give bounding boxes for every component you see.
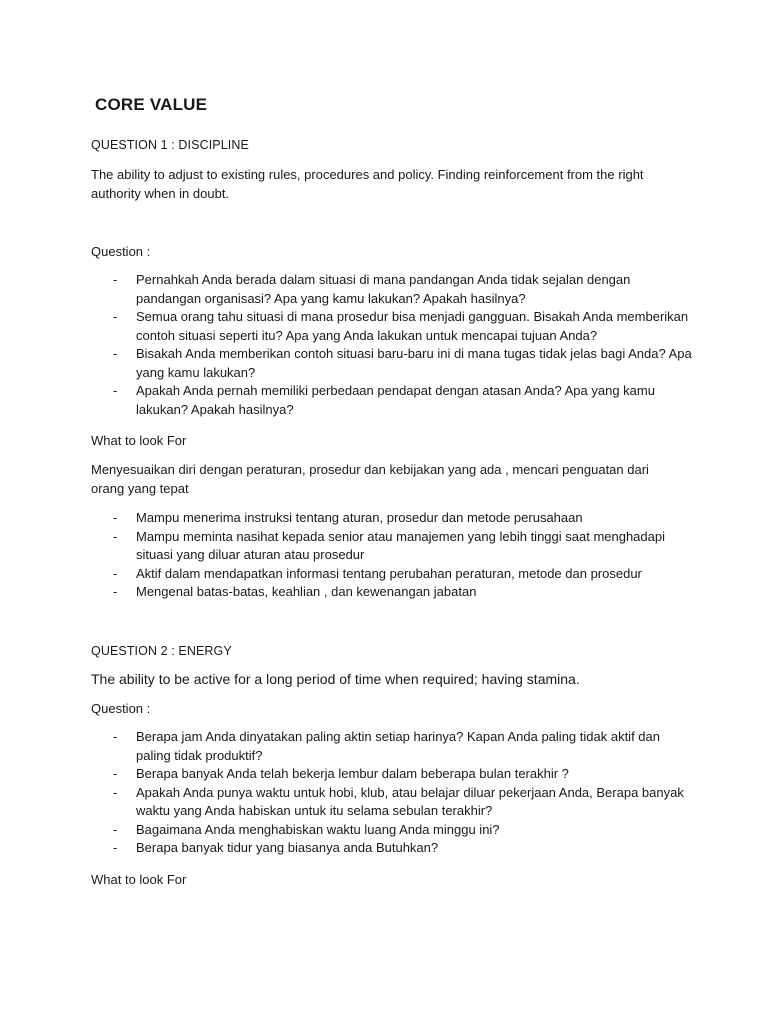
question-1-look-for-text: Menyesuaikan diri dengan peraturan, prosedur dan kebijakan yang ada , mencari penguatan dari orang yang tepat bbox=[91, 462, 649, 496]
page-title: CORE VALUE bbox=[95, 95, 208, 114]
list-item: - Pernahkah Anda berada dalam situasi di mana pandangan Anda tidak sejalan dengan pandangan organisasi? Apa yang kamu lakukan? Apakah hasilnya? bbox=[113, 271, 693, 308]
question-1-look-for-list bbox=[113, 509, 693, 602]
list-item: - Aktif dalam mendapatkan informasi tentang perubahan peraturan, metode dan prosedur bbox=[113, 565, 693, 584]
list-item: - Bagaimana Anda menghabiskan waktu luang Anda minggu ini? bbox=[113, 821, 693, 840]
list-item: - Berapa jam Anda dinyatakan paling aktin setiap harinya? Kapan Anda paling tidak aktif dan paling tidak produktif? bbox=[113, 728, 693, 765]
list-item: - Mampu meminta nasihat kepada senior atau manajemen yang lebih tinggi saat menghadapi situasi yang diluar aturan atau prosedur bbox=[113, 528, 693, 565]
question-2-question-label: Question : bbox=[91, 701, 151, 716]
list-item: - Mengenal batas-batas, keahlian , dan kewenangan jabatan bbox=[113, 583, 693, 602]
question-1-look-for-label: What to look For bbox=[91, 433, 187, 448]
question-2-heading: QUESTION 2 : ENERGY bbox=[91, 644, 232, 658]
question-1-question-list bbox=[113, 271, 693, 419]
question-2-question-list bbox=[113, 728, 693, 858]
list-item: - Mampu menerima instruksi tentang aturan, prosedur dan metode perusahaan bbox=[113, 509, 693, 528]
list-item: - Berapa banyak tidur yang biasanya anda Butuhkan? bbox=[113, 839, 693, 858]
question-1-question-label: Question : bbox=[91, 244, 151, 259]
question-2-look-for-label: What to look For bbox=[91, 872, 187, 887]
list-item: - Bisakah Anda memberikan contoh situasi baru-baru ini di mana tugas tidak jelas bagi Anda? Apa yang kamu lakukan? bbox=[113, 345, 693, 382]
list-item: - Apakah Anda punya waktu untuk hobi, klub, atau belajar diluar pekerjaan Anda, Berapa banyak waktu yang Anda habiskan untuk itu selama sebulan terakhir? bbox=[113, 784, 693, 821]
list-item: - Apakah Anda pernah memiliki perbedaan pendapat dengan atasan Anda? Apa yang kamu lakukan? Apakah hasilnya? bbox=[113, 382, 693, 419]
question-2-definition: The ability to be active for a long period of time when required; having stamina. bbox=[91, 671, 580, 687]
question-1-heading: QUESTION 1 : DISCIPLINE bbox=[91, 138, 249, 152]
list-item: - Semua orang tahu situasi di mana prosedur bisa menjadi gangguan. Bisakah Anda memberikan contoh situasi seperti itu? Apa yang Anda lakukan untuk mencapai tujuan Anda? bbox=[113, 308, 693, 345]
list-item: - Berapa banyak Anda telah bekerja lembur dalam beberapa bulan terakhir ? bbox=[113, 765, 693, 784]
question-1-definition: The ability to adjust to existing rules, procedures and policy. Finding reinforcement from the right authority when in doubt. bbox=[91, 167, 644, 201]
